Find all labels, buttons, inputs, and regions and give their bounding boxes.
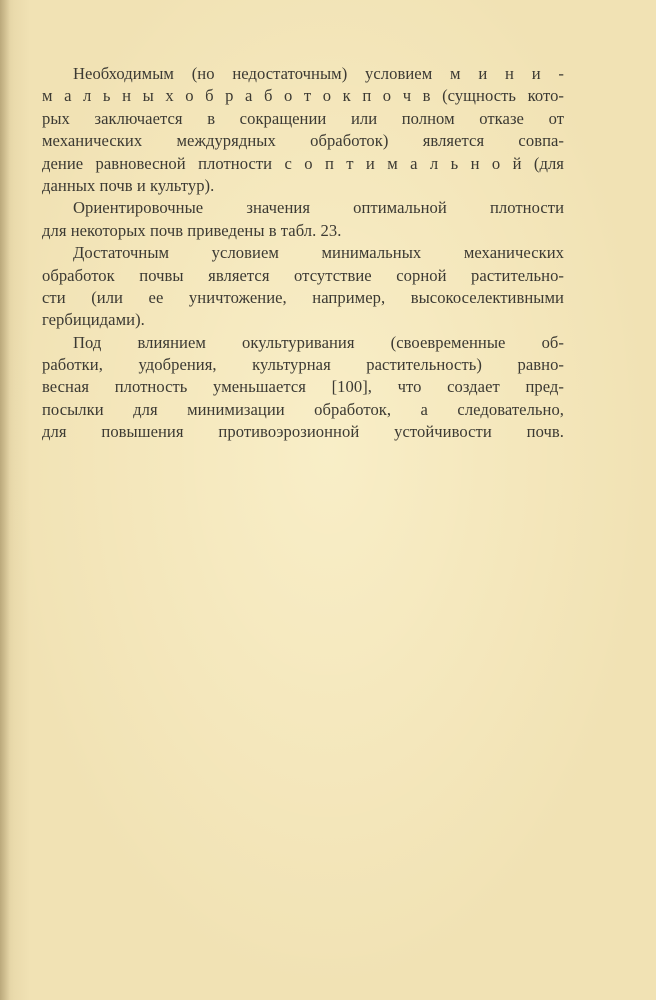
paragraph-sufficient-condition (42, 242, 564, 332)
paragraph-cultivation-influence (42, 332, 564, 444)
text-line: данных почв и культур). (42, 175, 215, 195)
text-line: для повышения противоэрозионной устойчивости почв. (42, 422, 564, 442)
body-text (42, 63, 564, 444)
text-line: обработок почвы является отсутствие сорной растительно- (42, 265, 564, 285)
text-line: м а л ь н ы х о б р а б о т о к п о ч в (сущность кото- (42, 86, 564, 106)
text-line: Необходимым (но недостаточным) условием м и н и - (73, 64, 564, 83)
text-line: для некоторых почв приведены в табл. 23. (42, 220, 342, 240)
text-line: механических междурядных обработок) является совпа- (42, 131, 564, 151)
paragraph-optimal-density (42, 197, 564, 242)
page-edge-shadow (0, 0, 10, 1000)
text-line: Ориентировочные значения оптимальной плотности (73, 198, 564, 218)
text-line: гербицидами). (42, 310, 145, 330)
text-line: Под влиянием окультуривания (своевременные об- (73, 332, 564, 352)
text-line: работки, удобрения, культурная растительность) равно- (42, 355, 564, 375)
text-line: весная плотность уменьшается [100], что создает пред- (42, 377, 564, 397)
paragraph-minimal-tillage-condition (42, 63, 564, 197)
text-line: дение равновесной плотности с о п т и м а л ь н о й (для (42, 153, 564, 173)
text-line: посылки для минимизации обработок, а следовательно, (42, 399, 564, 419)
text-line: сти (или ее уничтожение, например, высокоселективными (42, 287, 564, 307)
text-line: Достаточным условием минимальных механических (73, 243, 564, 263)
text-line: рых заключается в сокращении или полном отказе от (42, 108, 564, 128)
